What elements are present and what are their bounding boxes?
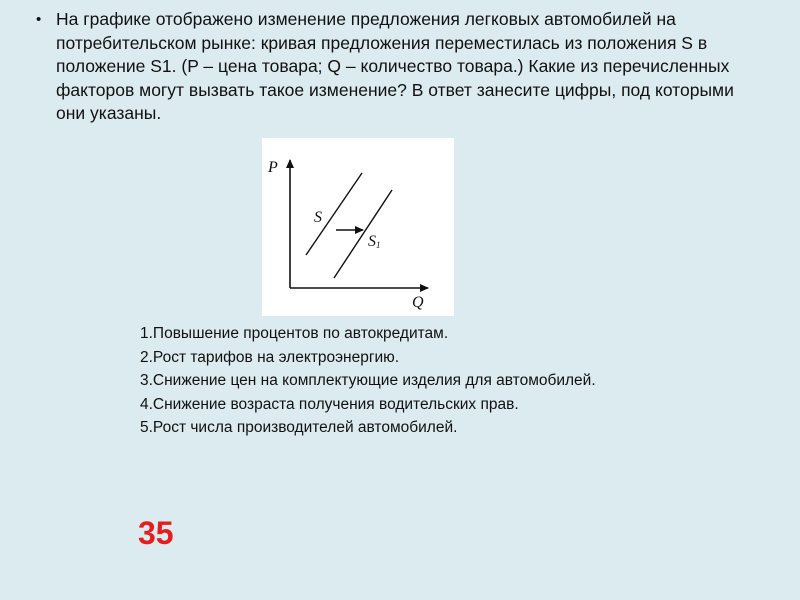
graph-svg: [262, 138, 454, 316]
bullet-icon: •: [36, 11, 42, 28]
option-item: 5.Рост числа производителей автомобилей.: [140, 419, 458, 436]
question-block: [36, 8, 756, 126]
x-axis-label: Q: [412, 294, 424, 311]
option-item: 2.Рост тарифов на электроэнергию.: [140, 348, 400, 366]
curve-s-label: S: [314, 209, 322, 226]
supply-shift-graph: [262, 138, 454, 316]
options-list: [140, 322, 600, 440]
supply-curve-s1: [334, 190, 392, 278]
option-item: 4.Снижение возраста получения водительских прав.: [140, 395, 519, 413]
option-item: 3.Снижение цен на комплектующие изделия для автомобилей.: [140, 372, 596, 389]
curve-s1-subscript: 1: [376, 240, 381, 250]
question-text: На графике отображено изменение предложения легковых автомобилей на потребительском рынке: кривая предложения переместилась из положения S в положение S1. (P – цена товара; Q – количество товара.) Какие из перечисленных факторов могут вызвать такое изменение? В ответ занесите цифры, под которыми они указаны.: [56, 9, 734, 123]
answer-value: 35: [138, 515, 174, 551]
y-axis-label: P: [268, 159, 278, 176]
curve-s1-label: [368, 233, 381, 250]
option-item: 1.Повышение процентов по автокредитам.: [140, 325, 449, 342]
curve-s1-letter: S: [368, 233, 376, 250]
